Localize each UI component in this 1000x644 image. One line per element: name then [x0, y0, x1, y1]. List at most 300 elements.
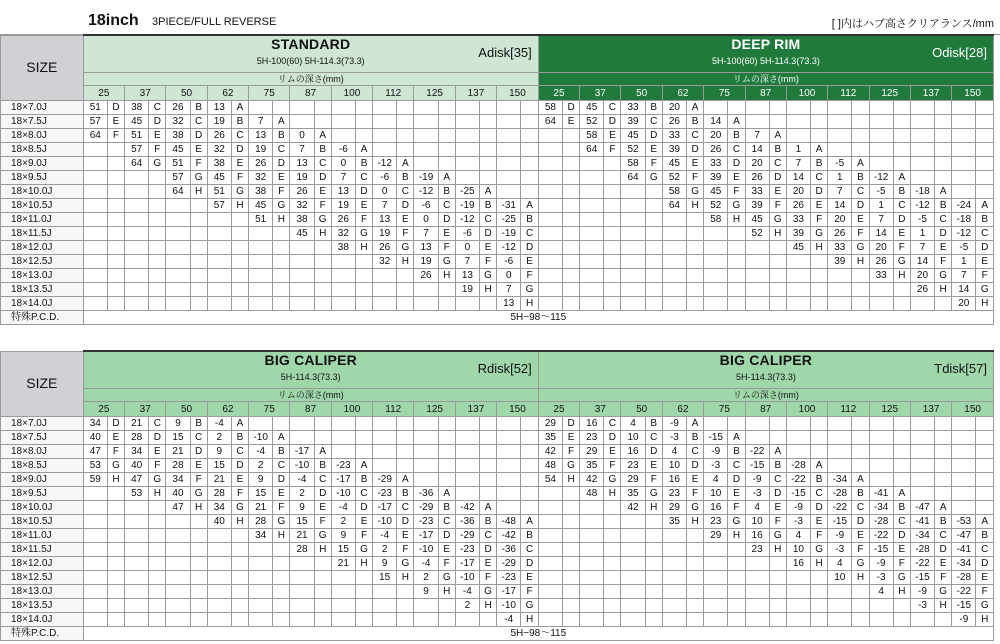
disk-grade: H — [273, 213, 290, 227]
offset-value: -19 — [455, 199, 479, 213]
depth-header: 150 — [952, 402, 994, 417]
disk-grade: F — [976, 585, 994, 599]
disk-grade: C — [273, 459, 290, 473]
disk-grade: B — [811, 473, 828, 487]
table-standard-deep — [0, 34, 994, 325]
offset-value — [166, 571, 190, 585]
offset-value: 7 — [952, 269, 976, 283]
disk-grade — [190, 269, 207, 283]
table-row — [1, 213, 994, 227]
disk-grade — [397, 417, 414, 431]
offset-value — [580, 269, 604, 283]
disk-grade: B — [976, 213, 994, 227]
disk-grade: F — [645, 157, 662, 171]
offset-value: 20 — [786, 185, 810, 199]
offset-value — [828, 431, 852, 445]
offset-value — [869, 115, 893, 129]
table-row — [1, 585, 994, 599]
disk-grade: H — [769, 543, 786, 557]
disk-grade: G — [231, 501, 248, 515]
offset-value — [207, 213, 231, 227]
disk-grade — [438, 115, 455, 129]
block-disk: Adisk[35] — [478, 45, 532, 60]
disk-grade — [355, 445, 372, 459]
disk-grade — [521, 445, 538, 459]
disk-grade — [893, 297, 910, 311]
disk-grade: H — [687, 515, 704, 529]
offset-value — [662, 297, 686, 311]
disk-grade — [314, 585, 331, 599]
offset-value — [828, 297, 852, 311]
disk-grade — [273, 269, 290, 283]
disk-grade: E — [231, 473, 248, 487]
offset-value — [290, 101, 314, 115]
disk-grade: D — [355, 185, 372, 199]
offset-value — [538, 599, 562, 613]
disk-grade — [604, 297, 621, 311]
disk-grade — [314, 557, 331, 571]
disk-grade — [521, 459, 538, 473]
depth-header: 62 — [207, 402, 248, 417]
offset-value — [745, 283, 769, 297]
block-name: DEEP RIM — [731, 36, 801, 52]
disk-grade: F — [687, 487, 704, 501]
disk-grade: F — [479, 571, 496, 585]
offset-value: 39 — [704, 171, 728, 185]
disk-grade — [190, 241, 207, 255]
depth-header: 75 — [704, 86, 745, 101]
disk-grade — [687, 227, 704, 241]
offset-value — [497, 431, 521, 445]
disk-grade — [976, 431, 994, 445]
disk-grade — [521, 473, 538, 487]
disk-grade: G — [397, 557, 414, 571]
block-name: BIG CALIPER — [719, 352, 813, 368]
offset-value — [455, 157, 479, 171]
offset-value: 35 — [662, 515, 686, 529]
disk-grade: A — [811, 143, 828, 157]
disk-grade: C — [976, 543, 994, 557]
disk-grade — [562, 599, 579, 613]
offset-value: 23 — [704, 515, 728, 529]
offset-value: 29 — [538, 417, 562, 431]
offset-value — [331, 297, 355, 311]
offset-value — [125, 171, 149, 185]
offset-value: -29 — [373, 473, 397, 487]
offset-value: -15 — [952, 599, 976, 613]
offset-value — [455, 171, 479, 185]
disk-grade: H — [976, 297, 994, 311]
offset-value — [704, 557, 728, 571]
disk-grade: H — [645, 501, 662, 515]
disk-grade: B — [893, 185, 910, 199]
offset-value: 0 — [414, 213, 438, 227]
disk-grade: E — [935, 557, 952, 571]
offset-value: 33 — [828, 241, 852, 255]
offset-value — [580, 213, 604, 227]
disk-grade — [645, 557, 662, 571]
offset-value — [786, 571, 810, 585]
size-label: 18×14.0J — [1, 613, 84, 627]
offset-value — [745, 585, 769, 599]
table-row — [1, 199, 994, 213]
offset-value — [786, 255, 810, 269]
offset-value — [331, 613, 355, 627]
disk-grade — [562, 241, 579, 255]
disk-grade — [479, 297, 496, 311]
disk-grade: D — [107, 417, 124, 431]
disk-grade: F — [562, 445, 579, 459]
disk-grade: D — [314, 487, 331, 501]
disk-grade — [976, 417, 994, 431]
offset-value: 64 — [538, 115, 562, 129]
offset-value — [414, 143, 438, 157]
disk-grade — [728, 227, 745, 241]
disk-grade — [314, 115, 331, 129]
offset-value: -3 — [910, 599, 934, 613]
offset-value — [704, 417, 728, 431]
disk-grade — [438, 431, 455, 445]
disk-grade: E — [852, 213, 869, 227]
offset-value — [621, 283, 645, 297]
offset-value: -22 — [869, 529, 893, 543]
disk-grade — [976, 129, 994, 143]
disk-grade — [355, 283, 372, 297]
offset-value — [538, 171, 562, 185]
block-name: BIG CALIPER — [264, 352, 357, 368]
offset-value — [580, 227, 604, 241]
offset-value — [952, 459, 976, 473]
offset-value — [538, 255, 562, 269]
disk-grade — [479, 473, 496, 487]
offset-value — [249, 101, 273, 115]
disk-grade — [604, 557, 621, 571]
offset-value: 7 — [290, 143, 314, 157]
disk-grade — [562, 297, 579, 311]
offset-value — [83, 585, 107, 599]
offset-value: 38 — [166, 129, 190, 143]
disk-grade: G — [149, 157, 166, 171]
disk-grade: C — [935, 213, 952, 227]
offset-value — [786, 297, 810, 311]
offset-value: 42 — [538, 445, 562, 459]
disk-grade — [273, 613, 290, 627]
offset-value: 21 — [166, 445, 190, 459]
disk-grade — [893, 445, 910, 459]
offset-value — [373, 417, 397, 431]
offset-value: 7 — [828, 185, 852, 199]
disk-grade — [728, 297, 745, 311]
offset-value: 54 — [538, 473, 562, 487]
offset-value — [910, 129, 934, 143]
offset-value — [580, 185, 604, 199]
offset-value — [455, 101, 479, 115]
offset-value: 51 — [125, 129, 149, 143]
disk-grade: G — [687, 185, 704, 199]
disk-grade — [852, 445, 869, 459]
offset-value: -17 — [373, 501, 397, 515]
offset-value: 1 — [952, 255, 976, 269]
disk-grade — [107, 585, 124, 599]
offset-value — [207, 241, 231, 255]
offset-value: 39 — [828, 255, 852, 269]
disk-grade — [893, 613, 910, 627]
offset-value — [621, 297, 645, 311]
disk-grade — [149, 227, 166, 241]
offset-value — [580, 613, 604, 627]
disk-grade — [273, 297, 290, 311]
disk-grade — [190, 543, 207, 557]
offset-value: -47 — [952, 529, 976, 543]
offset-value — [290, 417, 314, 431]
disk-grade — [107, 487, 124, 501]
disk-grade: E — [231, 157, 248, 171]
offset-value — [166, 543, 190, 557]
table-row — [1, 571, 994, 585]
offset-value: -41 — [952, 543, 976, 557]
offset-value: -3 — [704, 459, 728, 473]
offset-value — [580, 501, 604, 515]
disk-grade — [645, 241, 662, 255]
disk-grade: D — [231, 459, 248, 473]
offset-value — [952, 115, 976, 129]
offset-value — [497, 101, 521, 115]
depth-header: 100 — [786, 86, 827, 101]
disk-grade: A — [521, 515, 538, 529]
offset-value: 34 — [249, 529, 273, 543]
offset-value — [952, 157, 976, 171]
offset-value — [83, 269, 107, 283]
disk-grade: E — [107, 431, 124, 445]
offset-value — [952, 171, 976, 185]
offset-value — [910, 115, 934, 129]
offset-value: 45 — [621, 129, 645, 143]
offset-value: -17 — [455, 557, 479, 571]
disk-grade: B — [355, 473, 372, 487]
offset-value: -4 — [455, 585, 479, 599]
offset-value — [373, 585, 397, 599]
disk-grade — [273, 283, 290, 297]
offset-value — [828, 445, 852, 459]
disk-grade: D — [149, 115, 166, 129]
offset-value: 20 — [662, 101, 686, 115]
table-row — [1, 557, 994, 571]
offset-value: 7 — [786, 157, 810, 171]
disk-grade: C — [976, 227, 994, 241]
table-row — [1, 599, 994, 613]
offset-value — [125, 255, 149, 269]
offset-value — [538, 585, 562, 599]
disk-grade: C — [149, 417, 166, 431]
disk-grade: A — [397, 157, 414, 171]
disk-grade: E — [355, 199, 372, 213]
disk-grade: H — [149, 487, 166, 501]
disk-grade: E — [190, 459, 207, 473]
offset-value — [166, 599, 190, 613]
disk-grade: G — [645, 487, 662, 501]
offset-value: -23 — [414, 515, 438, 529]
disk-grade — [107, 501, 124, 515]
depth-header: 62 — [662, 86, 703, 101]
offset-value: -18 — [952, 213, 976, 227]
disk-grade — [397, 101, 414, 115]
offset-value: -9 — [662, 417, 686, 431]
disk-grade: E — [314, 501, 331, 515]
offset-value — [828, 115, 852, 129]
disk-grade: C — [273, 143, 290, 157]
depth-header: 137 — [455, 86, 496, 101]
block-pcd: 5H-114.3(73.3) — [735, 372, 796, 382]
disk-grade: C — [190, 431, 207, 445]
offset-value: 40 — [166, 487, 190, 501]
disk-grade: H — [728, 213, 745, 227]
disk-grade — [562, 129, 579, 143]
offset-value — [290, 241, 314, 255]
offset-value: 9 — [290, 501, 314, 515]
offset-value: 4 — [704, 473, 728, 487]
offset-value: 45 — [249, 199, 273, 213]
offset-value — [828, 459, 852, 473]
disk-grade: E — [893, 543, 910, 557]
disk-grade — [604, 213, 621, 227]
disk-grade — [687, 255, 704, 269]
offset-value — [786, 431, 810, 445]
offset-value: 29 — [621, 473, 645, 487]
disk-grade — [769, 297, 786, 311]
offset-value — [166, 529, 190, 543]
offset-value: 57 — [83, 115, 107, 129]
disk-grade: E — [811, 515, 828, 529]
offset-value — [828, 143, 852, 157]
offset-value: 28 — [207, 487, 231, 501]
offset-value — [331, 269, 355, 283]
offset-value — [83, 515, 107, 529]
disk-grade — [190, 283, 207, 297]
offset-value: 64 — [662, 199, 686, 213]
offset-value — [207, 543, 231, 557]
offset-value — [580, 283, 604, 297]
disk-grade: G — [438, 255, 455, 269]
size-label: 18×14.0J — [1, 297, 84, 311]
offset-value: 16 — [580, 417, 604, 431]
offset-value: -5 — [952, 241, 976, 255]
disk-grade: E — [728, 487, 745, 501]
offset-value — [786, 269, 810, 283]
disk-grade: C — [687, 129, 704, 143]
offset-value: 39 — [621, 115, 645, 129]
disk-grade — [604, 585, 621, 599]
offset-value — [497, 129, 521, 143]
offset-value: 33 — [745, 185, 769, 199]
offset-value — [704, 269, 728, 283]
offset-value — [290, 269, 314, 283]
disk-grade: D — [893, 213, 910, 227]
offset-value: 38 — [125, 101, 149, 115]
disk-grade — [935, 487, 952, 501]
disk-grade — [769, 115, 786, 129]
offset-value — [414, 283, 438, 297]
disk-grade — [562, 157, 579, 171]
disk-grade — [687, 543, 704, 557]
disk-grade: C — [438, 199, 455, 213]
offset-value — [621, 185, 645, 199]
offset-value — [869, 459, 893, 473]
offset-value — [373, 297, 397, 311]
disk-grade: F — [149, 459, 166, 473]
offset-value: -4 — [331, 501, 355, 515]
disk-grade — [645, 227, 662, 241]
disk-grade: E — [769, 501, 786, 515]
offset-value — [745, 297, 769, 311]
offset-value: 39 — [662, 143, 686, 157]
offset-value: 14 — [952, 283, 976, 297]
disk-grade — [604, 613, 621, 627]
disk-grade: B — [811, 157, 828, 171]
offset-value: 32 — [331, 227, 355, 241]
disk-grade: F — [190, 157, 207, 171]
size-label: 18×13.0J — [1, 269, 84, 283]
disk-grade: E — [521, 571, 538, 585]
disk-grade: C — [314, 157, 331, 171]
offset-value — [621, 199, 645, 213]
table-row — [1, 255, 994, 269]
offset-value: 40 — [83, 431, 107, 445]
disk-grade: C — [645, 115, 662, 129]
disk-grade: E — [190, 143, 207, 157]
disk-grade — [852, 417, 869, 431]
offset-value: 1 — [910, 227, 934, 241]
disk-grade: A — [438, 487, 455, 501]
disk-grade — [355, 297, 372, 311]
disk-grade: B — [728, 129, 745, 143]
offset-value: 45 — [786, 241, 810, 255]
disk-grade — [479, 431, 496, 445]
depth-label: リムの深さ(mm) — [83, 73, 538, 86]
offset-value: 10 — [662, 459, 686, 473]
offset-value: -17 — [414, 529, 438, 543]
offset-value — [455, 445, 479, 459]
disk-grade: D — [935, 227, 952, 241]
disk-grade: F — [107, 445, 124, 459]
offset-value: -36 — [414, 487, 438, 501]
offset-value — [538, 269, 562, 283]
offset-value: 0 — [331, 157, 355, 171]
offset-value: -23 — [497, 571, 521, 585]
disk-grade: D — [314, 171, 331, 185]
disk-grade — [811, 115, 828, 129]
offset-value: 14 — [828, 199, 852, 213]
offset-value — [125, 557, 149, 571]
offset-value: -12 — [373, 157, 397, 171]
disk-grade: G — [438, 571, 455, 585]
disk-grade — [687, 213, 704, 227]
size-label: 18×13.5J — [1, 599, 84, 613]
offset-value: -4 — [290, 473, 314, 487]
offset-value: 2 — [249, 459, 273, 473]
offset-value — [207, 557, 231, 571]
disk-grade — [852, 283, 869, 297]
offset-value: 33 — [786, 213, 810, 227]
offset-value: 16 — [704, 501, 728, 515]
disk-grade — [769, 269, 786, 283]
table-row — [1, 171, 994, 185]
offset-value — [869, 283, 893, 297]
disk-grade — [935, 297, 952, 311]
offset-value: 33 — [662, 129, 686, 143]
disk-grade — [935, 473, 952, 487]
disk-grade: B — [190, 101, 207, 115]
offset-value: 42 — [580, 473, 604, 487]
